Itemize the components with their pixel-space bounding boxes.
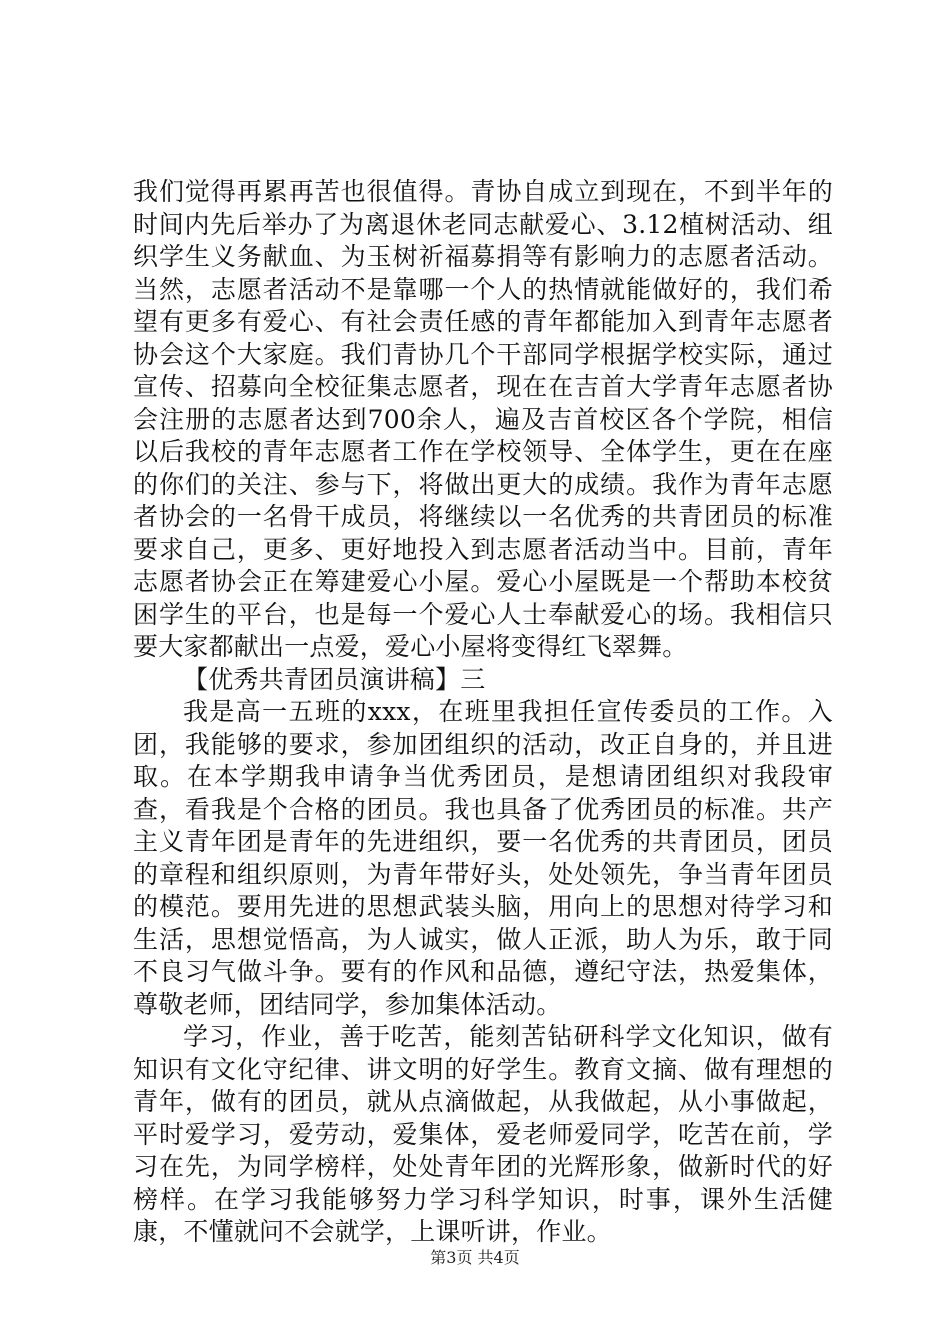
paragraph: 学习，作业，善于吃苦，能刻苦钻研科学文化知识，做有知识有文化守纪律、讲文明的好学生。教育文摘、做有理想的青年，做有的团员，就从点滴做起，从我做起，从小事做起，平时爱学习，爱劳动，爱集体，爱老师爱同学，吃苦在前，学习在先，为同学榜样，处处青年团的光辉形象，做新时代的好榜样。在学习我能够努力学习科学知识，时事，课外生活健康，不懂就问不会就学，上课听讲，作业。 [133, 1022, 833, 1246]
document-body [133, 176, 833, 1249]
page-number-footer: 第3页 共4页 [430, 1248, 520, 1267]
paragraph: 我是高一五班的xxx，在班里我担任宣传委员的工作。入团，我能够的要求，参加团组织的活动，改正自身的，并且进取。在本学期我申请争当优秀团员，是想请团组织对我段审查，看我是个合格的团员。我也具备了优秀团员的标准。共产主义青年团是青年的先进组织，要一名优秀的共青团员，团员的章程和组织原则，为青年带好头，处处领先，争当青年团员的模范。要用先进的思想武装头脑，用向上的思想对待学习和生活，思想觉悟高，为人诚实，做人正派，助人为乐，敢于同不良习气做斗争。要有的作风和品德，遵纪守法，热爱集体，尊敬老师，团结同学，参加集体活动。 [133, 697, 833, 1019]
paragraph-continuation: 我们觉得再累再苦也很值得。青协自成立到现在，不到半年的时间内先后举办了为离退休老同志献爱心、3.12植树活动、组织学生义务献血、为玉树祈福募捐等有影响力的志愿者活动。当然，志愿者活动不是靠哪一个人的热情就能做好的，我们希望有更多有爱心、有社会责任感的青年都能加入到青年志愿者协会这个大家庭。我们青协几个干部同学根据学校实际，通过宣传、招募向全校征集志愿者，现在在吉首大学青年志愿者协会注册的志愿者达到700余人，遍及吉首校区各个学院，相信以后我校的青年志愿者工作在学校领导、全体学生，更在在座的你们的关注、参与下，将做出更大的成绩。我作为青年志愿者协会的一名骨干成员，将继续以一名优秀的共青团员的标准要求自己，更多、更好地投入到志愿者活动当中。目前，青年志愿者协会正在筹建爱心小屋。爱心小屋既是一个帮助本校贫困学生的平台，也是每一个爱心人士奉献爱心的场。我相信只要大家都献出一点爱，爱心小屋将变得红飞翠舞。 [133, 177, 833, 661]
section-heading: 【优秀共青团员演讲稿】三 [183, 664, 486, 694]
